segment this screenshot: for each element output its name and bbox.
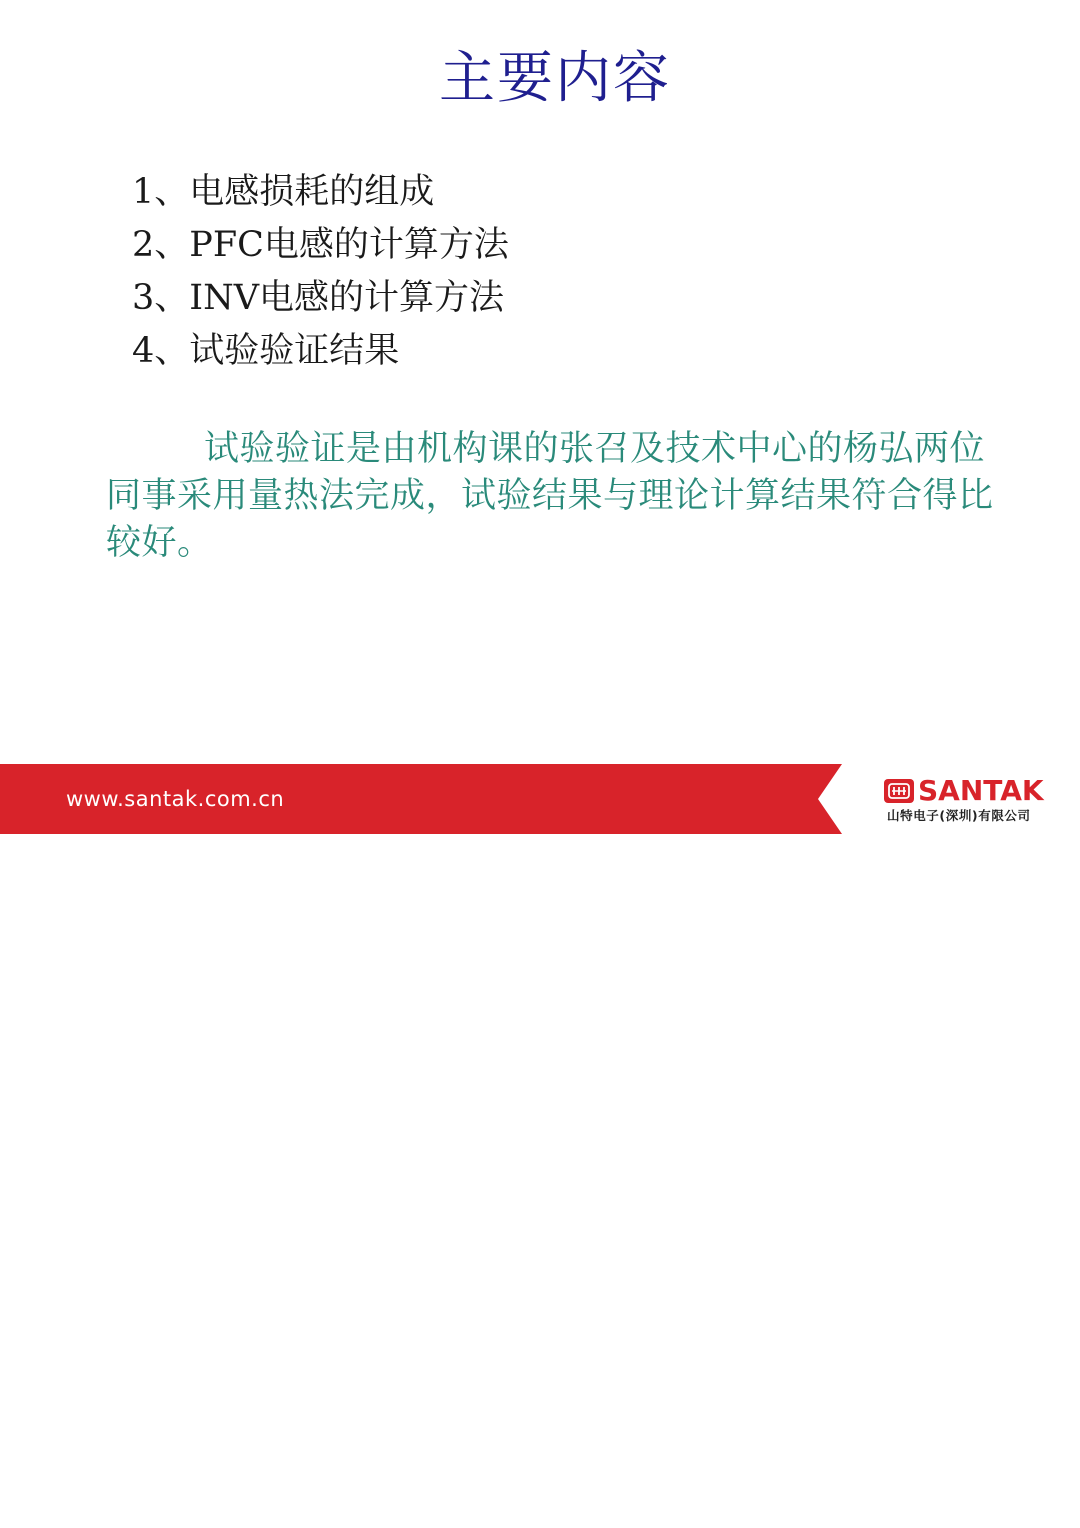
contents-item-1: 1、电感损耗的组成 [132,172,435,212]
contents-item-2: 2、PFC电感的计算方法 [132,225,509,265]
slide-title: 主要内容 [439,46,671,111]
contents-list [132,166,509,378]
brand-block [884,774,1064,830]
footer-url: www.santak.com.cn [66,787,285,811]
brand-subtitle: 山特电子(深圳)有限公司 [887,808,1031,823]
contents-item-3: 3、INV电感的计算方法 [132,278,504,318]
santak-logo-icon [884,779,914,803]
contents-item-4: 4、试验验证结果 [132,331,400,371]
verification-note: 试验验证是由机构课的张召及技术中心的杨弘两位同事采用量热法完成，试验结果与理论计算结果符合得比较好。 [106,429,994,563]
brand-name: SANTAK [918,774,1044,807]
